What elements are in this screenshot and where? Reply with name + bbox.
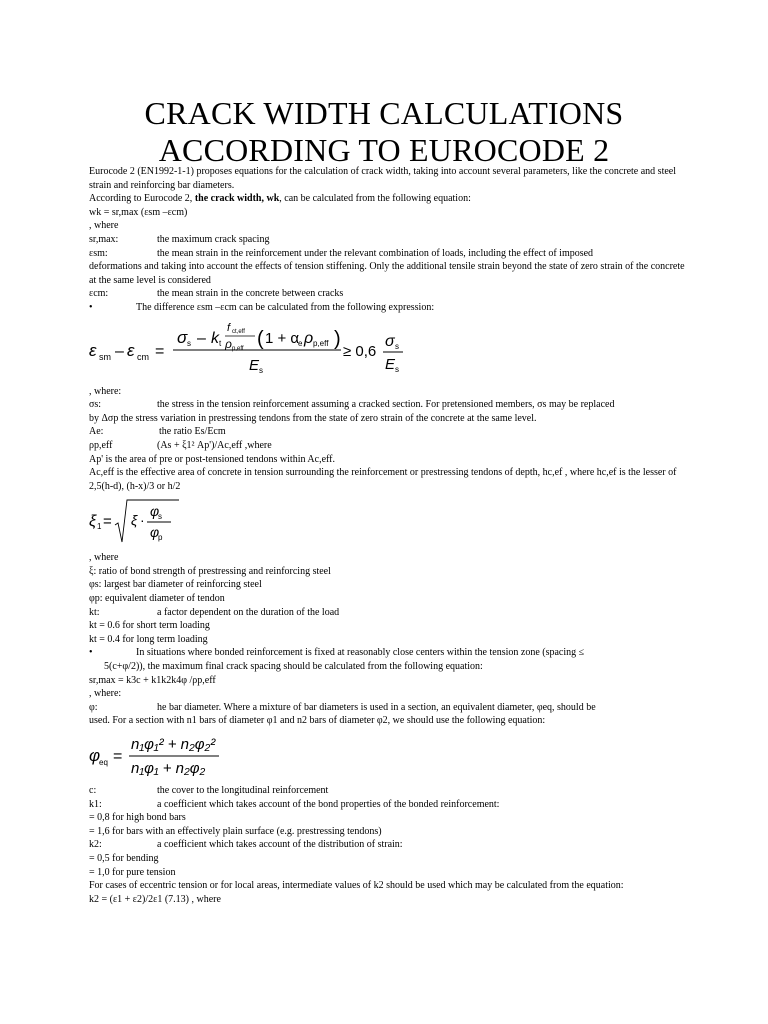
svg-text:=: = (103, 513, 112, 531)
intro-crack-width-line: According to Eurocode 2, the crack width, wk, can be calculated from the following equation: (89, 193, 471, 205)
svg-text:–: – (197, 329, 206, 347)
srmax-equation: sr,max = k3c + k1k2k4φ /ρp,eff (89, 674, 216, 686)
svg-text:–: – (115, 342, 124, 360)
kt-long: kt = 0.4 for long term loading (89, 633, 208, 645)
svg-text:eq: eq (99, 758, 108, 767)
svg-text:ε: ε (89, 340, 97, 360)
def-kt: kt: a factor dependent on the duration of the load (89, 606, 340, 618)
svg-text:f: f (227, 321, 231, 334)
aceff-line: Ac,eff is the effective area of concrete in tension surrounding the reinforcement or prestressing tendons of depth, hc,ef , where hc,ef is the lesser of 2,5(h-d), (h-x)/3 or h/2 (89, 467, 677, 492)
svg-text:ξ: ξ (89, 513, 97, 531)
def-k1: k1: a coefficient which takes account of the bond properties of the bonded reinforcement: (89, 798, 500, 810)
xi-def: ξ: ratio of bond strength of prestressing and reinforcing steel (89, 565, 331, 577)
svg-text:cm: cm (137, 351, 149, 362)
def-phi-continuation: used. For a section with n1 bars of diameter φ1 and n2 bars of diameter φ2, we should use the following equation: (89, 715, 546, 727)
svg-text:p,eff: p,eff (313, 338, 329, 348)
phi-eq-equation (89, 732, 689, 780)
k1-high-bond: = 0,8 for high bond bars (89, 812, 186, 824)
svg-text:σ: σ (385, 332, 395, 350)
where-label-3: , where (89, 552, 119, 564)
def-phi: φ: he bar diameter. Where a mixture of bar diameters is used in a section, an equivalent diameter, φeq, should be (89, 701, 596, 713)
svg-text:k: k (211, 329, 219, 347)
title-line-1: CRACK WIDTH CALCULATIONS (144, 95, 624, 131)
def-ecm: εcm: the mean strain in the concrete between cracks (89, 288, 344, 300)
svg-text:E: E (249, 356, 260, 374)
svg-text:s: s (158, 512, 162, 522)
def-esm: εsm: the mean strain in the reinforcement under the relevant combination of loads, including the effect of imposed (89, 247, 594, 259)
def-k2: k2: a coefficient which takes account of the distribution of strain: (89, 839, 403, 851)
svg-text:s: s (395, 341, 399, 351)
svg-text:(: ( (257, 327, 264, 350)
kt-short: kt = 0.6 for short term loading (89, 620, 210, 632)
svg-text:φ: φ (150, 524, 160, 541)
svg-text:s: s (187, 338, 191, 348)
svg-text:=: = (155, 342, 165, 360)
phi-s-def: φs: largest bar diameter of reinforcing steel (89, 579, 262, 591)
bullet-spacing: • In situations where bonded reinforcement is fixed at reasonably close centers within the tension zone (spacing ≤ (89, 647, 585, 659)
svg-text:ct,eff: ct,eff (232, 328, 245, 335)
svg-text:p,eff: p,eff (232, 345, 244, 352)
svg-text:n₁φ₁ + n₂φ₂: n₁φ₁ + n₂φ₂ (131, 760, 206, 777)
svg-text:φ: φ (89, 746, 101, 765)
svg-text:n₁φ₁² + n₂φ₂²: n₁φ₁² + n₂φ₂² (131, 736, 216, 753)
crack-width-bold: the crack width, wk (194, 193, 280, 205)
def-rho-eff: ρp,eff (As + ξ1² Ap')/Ac,eff ,where (89, 439, 272, 451)
svg-text:≥ 0,6: ≥ 0,6 (343, 342, 377, 360)
svg-text:ρ: ρ (304, 329, 314, 347)
svg-text:ε: ε (127, 340, 135, 360)
svg-text:t: t (219, 338, 222, 348)
svg-text:1: 1 (97, 522, 102, 532)
phi-p-def: φp: equivalent diameter of tendon (89, 593, 225, 605)
svg-text:ρ: ρ (225, 336, 232, 351)
where-label-4: , where: (89, 688, 122, 700)
bullet-spacing-cont: 5(c+φ/2)), the maximum final crack spacing should be calculated from the following equation: (104, 661, 483, 673)
def-sigma-continuation: by Δσp the stress variation in prestressing tendons from the state of zero strain of the concrete at the same level. (89, 412, 537, 424)
def-sigma-s: σs: the stress in the tension reinforcement assuming a cracked section. For pretensioned members, σs may be replaced (89, 399, 615, 411)
where-label: , where (89, 220, 119, 232)
def-ae: Ae: the ratio Es/Ecm (89, 426, 226, 438)
def-srmax: sr,max: the maximum crack spacing (89, 233, 270, 245)
svg-text:·: · (140, 512, 145, 529)
k1-plain: = 1,6 for bars with an effectively plain surface (e.g. prestressing tendons) (89, 825, 382, 837)
document-body (89, 165, 689, 906)
k2-bending: = 0,5 for bending (89, 852, 159, 864)
strain-difference-equation (89, 319, 689, 381)
where-label-2: , where: (89, 385, 122, 397)
bullet-difference: • The difference εsm –εcm can be calculated from the following expression: (89, 301, 435, 313)
ap-line: Ap' is the area of pre or post-tensioned tendons within Ac,eff. (89, 453, 336, 465)
def-c: c: the cover to the longitudinal reinforcement (89, 785, 329, 796)
svg-text:ξ: ξ (131, 512, 138, 529)
title-line-2: ACCORDING TO EUROCODE 2 (158, 132, 610, 168)
eccentric-paragraph: For cases of eccentric tension or for local areas, intermediate values of k2 should be used which may be calculated from the equation: (89, 880, 624, 892)
svg-text:1 + α: 1 + α (265, 329, 300, 347)
k2-equation: k2 = (ε1 + ε2)/2ε1 (7.13) , where (89, 893, 221, 905)
xi1-equation (89, 497, 689, 547)
intro-paragraph: Eurocode 2 (EN1992-1-1) proposes equations for the calculation of crack width, taking into account several parameters, like the concrete and steel strain and reinforcing bar diameters. (89, 166, 677, 191)
svg-text:s: s (395, 364, 399, 374)
svg-text:=: = (113, 748, 123, 765)
wk-equation: wk = sr,max (εsm –εcm) (89, 206, 188, 218)
svg-text:sm: sm (99, 351, 111, 362)
svg-text:E: E (385, 355, 396, 373)
svg-text:): ) (334, 327, 341, 350)
def-esm-continuation: deformations and taking into account the effects of tension stiffening. Only the additional tensile strain beyond the state of zero strain of the concrete at the same level is considered (89, 261, 685, 286)
k2-tension: = 1,0 for pure tension (89, 866, 176, 878)
svg-text:s: s (259, 365, 263, 375)
svg-text:φ: φ (150, 503, 160, 520)
svg-text:e: e (298, 338, 303, 348)
svg-text:σ: σ (177, 327, 188, 347)
svg-text:p: p (158, 533, 163, 543)
